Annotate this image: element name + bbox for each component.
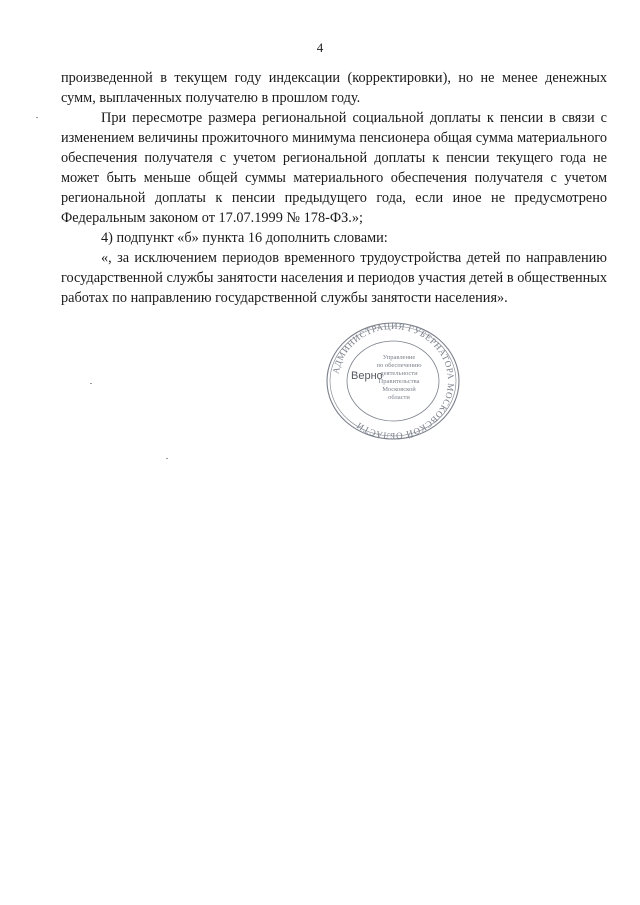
scan-speck: [36, 117, 38, 118]
stamp-inner-line: по обеспечению: [376, 362, 422, 369]
stamp-inner-line: области: [388, 394, 410, 401]
paragraph-recalculation: При пересмотре размера региональной социальной доплаты к пенсии в связи с изменением величины прожиточного минимума пенсионера общая сумма материального обеспечения получателя с учетом региональной доплаты к пенсии текущего года не может быть меньше общей суммы материального обеспечения получателя с учетом региональной доплаты к пенсии предыдущего года, если иное не предусмотрено Федеральным законом от 17.07.1999 № 178-ФЗ.»;: [61, 110, 607, 226]
document-body: [61, 68, 607, 308]
stamp-inner-line: Правительства: [378, 378, 420, 385]
official-stamp: [323, 321, 463, 441]
paragraph-amendment-item: 4) подпункт «б» пункта 16 дополнить словами:: [101, 230, 388, 246]
stamp-inner-line: Управление: [382, 354, 416, 361]
page-number: 4: [316, 40, 324, 55]
paragraph-amendment-text: «, за исключением периодов временного трудоустройства детей по направлению государственной службы занятости населения и периодов участия детей в общественных работах по направлению государственной службы занятости населения».: [61, 250, 607, 306]
stamp-inner-line: деятельности: [380, 370, 418, 377]
scan-speck: [166, 458, 168, 459]
scan-speck: [90, 383, 92, 384]
paragraph-continuation: произведенной в текущем году индексации (корректировки), но не менее денежных сумм, выплаченных получателю в прошлом году.: [61, 70, 607, 106]
stamp-ring-text: АДМИНИСТРАЦИЯ ГУБЕРНАТОРА МОСКОВСКОЙ ОБЛАСТИ: [330, 321, 457, 441]
stamp-inner-line: Московской: [382, 386, 416, 393]
stamp-verified-mark: Верно: [351, 370, 383, 382]
